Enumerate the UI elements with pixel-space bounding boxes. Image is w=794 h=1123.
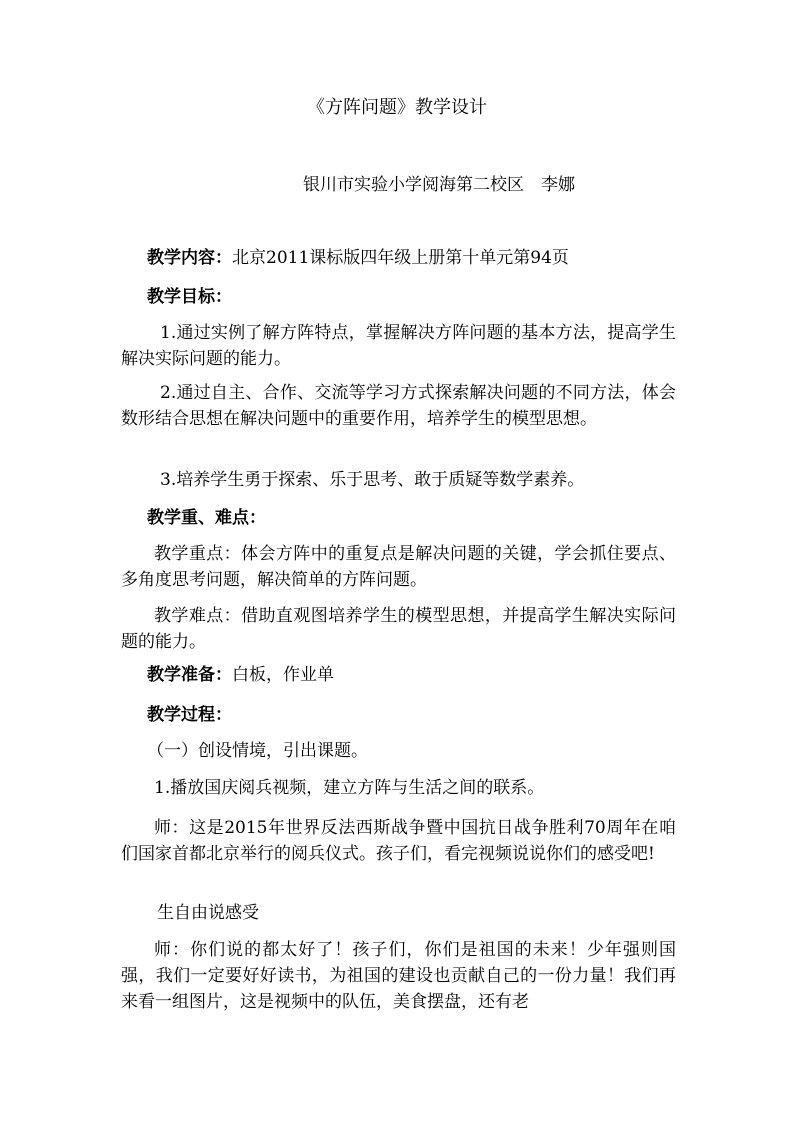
teacher-paragraph-2: 师：你们说的都太好了！孩子们，你们是祖国的未来！少年强则国强，我们一定要好好读书，为祖国的建设也贡献自己的一份力量！我们再来看一组图片，这是视频中的队伍，美食摆盘，还有老 (121, 940, 676, 1012)
teaching-prep (147, 664, 334, 686)
prep-label: 教学准备： (147, 665, 232, 685)
author-line: 银川市实验小学阅海第二校区 李娜 (303, 175, 575, 195)
content-value: 北京2011课标版四年级上册第十单元第94页 (232, 248, 569, 268)
teacher-paragraph-1: 师：这是2015年世界反法西斯战争暨中国抗日战争胜利70周年在咱们国家首都北京举行的阅兵仪式。孩子们，看完视频说说你们的感受吧! (121, 818, 676, 864)
key-point: 教学重点：体会方阵中的重复点是解决问题的关键，学会抓住要点、多角度思考问题，解决简单的方阵问题。 (121, 544, 676, 590)
goal-2: 2.通过自主、合作、交流等学习方式探索解决问题的不同方法，体会数形结合思想在解决问题中的重要作用，培养学生的模型思想。 (121, 383, 676, 429)
step-1: 1.播放国庆阅兵视频，建立方阵与生活之间的联系。 (154, 778, 545, 798)
section-1-heading: （一）创设情境，引出课题。 (147, 741, 368, 761)
process-heading: 教学过程： (147, 705, 232, 725)
prep-value: 白板，作业单 (232, 665, 334, 685)
difficult-point: 教学难点：借助直观图培养学生的模型思想，并提高学生解决实际问题的能力。 (121, 606, 676, 652)
goals-heading: 教学目标： (147, 287, 232, 307)
teaching-content (147, 247, 569, 269)
keypoints-heading: 教学重、难点： (147, 508, 266, 528)
goal-3: 3.培养学生勇于探索、乐于思考、敢于质疑等数学素养。 (160, 470, 585, 490)
student-response: 生自由说感受 (157, 903, 259, 923)
content-label: 教学内容： (147, 248, 232, 268)
document-title: 《方阵问题》教学设计 (307, 97, 487, 118)
goal-1: 1.通过实例了解方阵特点，掌握解决方阵问题的基本方法，提高学生解决实际问题的能力。 (121, 323, 676, 369)
